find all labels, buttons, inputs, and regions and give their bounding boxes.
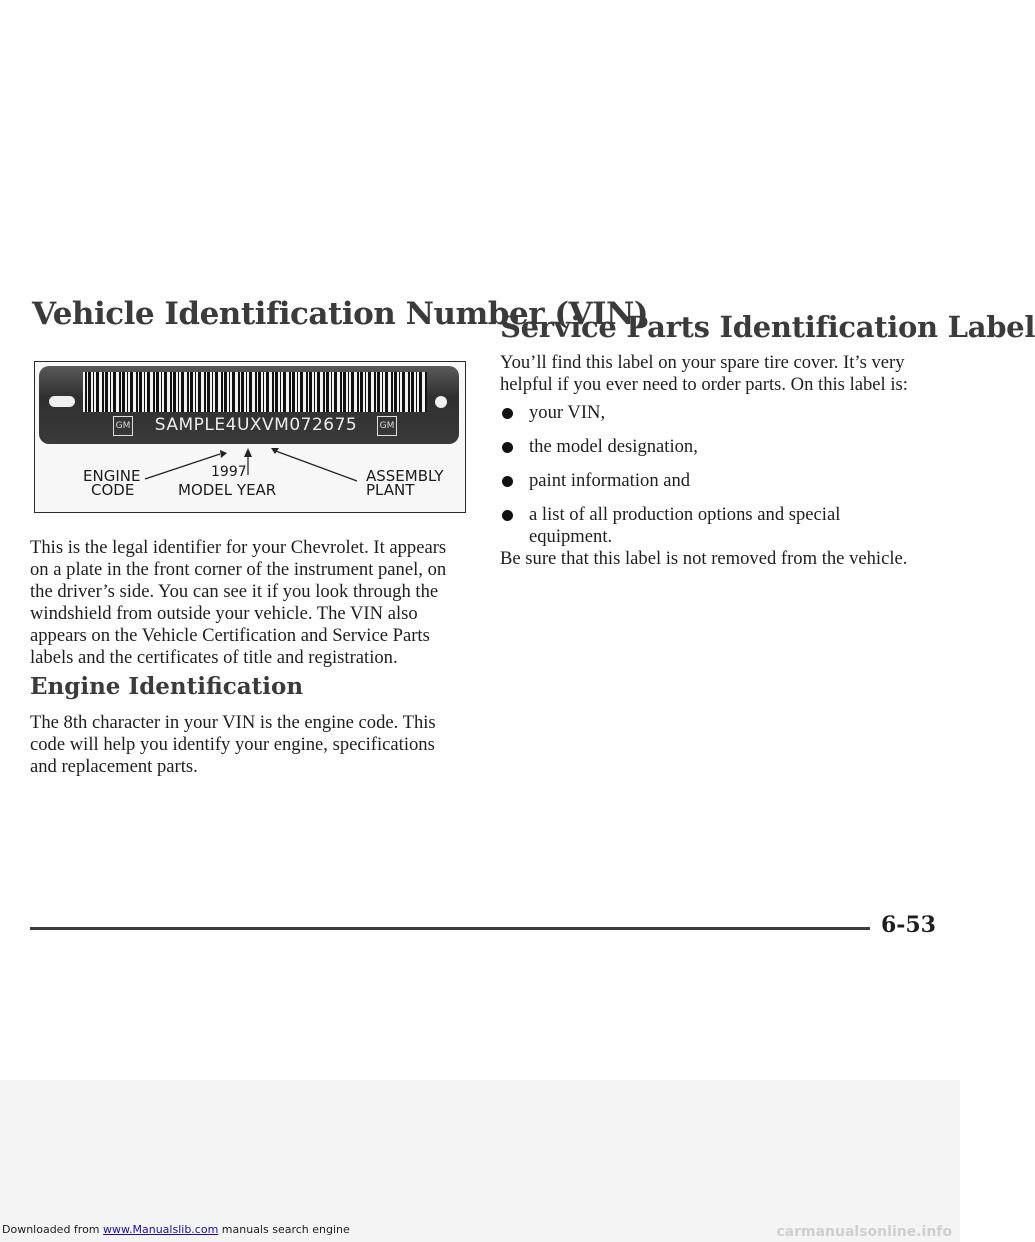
manualslib-link[interactable]: www.Manualslib.com <box>103 1223 219 1236</box>
label-warning: Be sure that this label is not removed from the vehicle. <box>500 548 908 569</box>
bullet-icon <box>502 476 513 487</box>
list-item <box>500 436 920 458</box>
engine-identification-heading: Engine Identification <box>30 673 304 700</box>
engine-code-caption: ENGINE <box>83 467 141 485</box>
vin-heading: Vehicle Identification Number (VIN) <box>32 296 649 332</box>
vin-number: SAMPLE4UXVM072675 <box>154 415 358 435</box>
watermark: carmanualsonline.info <box>776 1224 952 1240</box>
bullet-icon <box>502 510 513 521</box>
download-footer <box>2 1223 350 1236</box>
engine-code-caption-line2: CODE <box>91 481 135 499</box>
list-item-text: the model designation, <box>529 436 698 457</box>
list-item-text: your VIN, <box>529 402 606 423</box>
label-contents-list <box>500 402 920 560</box>
bullet-icon <box>502 408 513 419</box>
vin-description: This is the legal identifier for your Chevrolet. It appears on a plate in the front corner of the instrument panel, on the driver’s side. You can see it if you look through the windshield from outside your vehicle. The VIN also appears on the Vehicle Certification and Service Parts labels and the certificates of title and registration. <box>30 537 447 668</box>
bottom-band <box>0 1080 960 1242</box>
footer-rule <box>30 927 870 930</box>
list-item <box>500 470 920 492</box>
list-item <box>500 504 920 548</box>
assembly-plant-caption: ASSEMBLY <box>366 467 444 485</box>
engine-description: The 8th character in your VIN is the engine code. This code will help you identify your engine, specifications and replacement parts. <box>30 712 436 777</box>
bullet-icon <box>502 442 513 453</box>
list-item-text: a list of all production options and special equipment. <box>529 504 841 547</box>
service-parts-intro: You’ll find this label on your spare tire cover. It’s very helpful if you ever need to order parts. On this label is: <box>500 352 908 395</box>
list-item <box>500 402 920 424</box>
page-number: 6-53 <box>880 912 936 938</box>
footer-prefix: Downloaded from <box>2 1223 100 1236</box>
footer-suffix: manuals search engine <box>221 1223 350 1236</box>
vin-label-illustration <box>34 361 466 513</box>
service-parts-heading: Service Parts Identification Label <box>500 310 1035 344</box>
gm-logo-icon: GM <box>113 416 133 436</box>
list-item-text: paint information and <box>529 470 691 491</box>
assembly-plant-caption-line2: PLANT <box>366 481 415 499</box>
gm-logo-icon: GM <box>377 416 397 436</box>
model-year-caption: MODEL YEAR <box>178 481 277 499</box>
model-year-value: 1997 <box>211 464 247 480</box>
